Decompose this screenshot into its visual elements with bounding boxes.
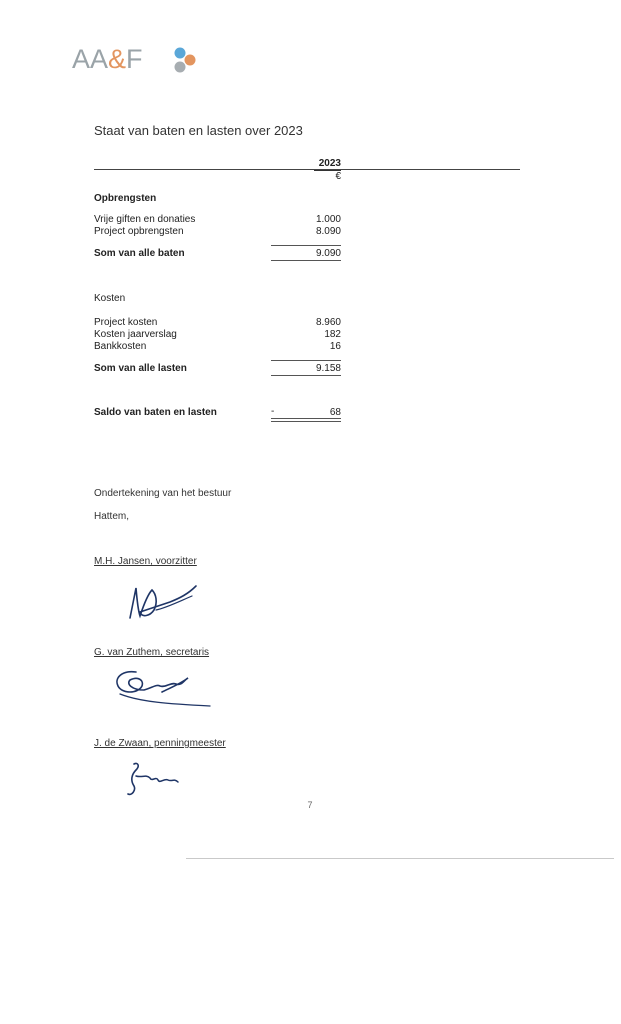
signer-name-chair: M.H. Jansen, voorzitter — [94, 556, 197, 567]
kosten-row-label: Bankkosten — [94, 341, 147, 352]
baten-sum-rule — [271, 245, 341, 246]
kosten-row-value: 182 — [324, 329, 341, 340]
signing-place: Hattem, — [94, 511, 130, 522]
footer-rule — [186, 858, 614, 859]
signature-secretary-image — [110, 664, 214, 710]
year-header: 2023 — [318, 158, 341, 169]
kosten-heading: Kosten — [94, 293, 126, 304]
saldo-value: 68 — [329, 407, 341, 418]
lasten-sum-rule — [271, 360, 341, 361]
kosten-row-value: 16 — [329, 341, 341, 352]
opbrengsten-row-value: 8.090 — [315, 226, 341, 237]
saldo-double-underline — [271, 421, 341, 422]
signature-treasurer-image — [124, 760, 184, 800]
baten-total-label: Som van alle baten — [94, 248, 185, 259]
logo-dots-icon — [172, 46, 198, 74]
lasten-total-underline — [271, 363, 341, 376]
signer-name-treasurer: J. de Zwaan, penningmeester — [94, 738, 226, 749]
currency-header: € — [335, 171, 341, 182]
signing-intro: Ondertekening van het bestuur — [94, 488, 232, 499]
kosten-row-label: Kosten jaarverslag — [94, 329, 177, 340]
signer-name-secretary: G. van Zuthem, secretaris — [94, 647, 210, 658]
baten-total-value: 9.090 — [315, 248, 341, 259]
saldo-underline — [271, 418, 341, 419]
saldo-label: Saldo van baten en lasten — [94, 407, 217, 418]
baten-total-underline — [271, 248, 341, 261]
logo-text-f: F — [126, 44, 143, 74]
signature-chair-image — [122, 580, 202, 622]
lasten-total-value: 9.158 — [315, 363, 341, 374]
kosten-row-value: 8.960 — [315, 317, 341, 328]
logo-text-aa: AA — [72, 44, 109, 74]
opbrengsten-row-label: Project opbrengsten — [94, 226, 184, 237]
saldo-sign: - — [271, 406, 275, 417]
lasten-total-label: Som van alle lasten — [94, 363, 187, 374]
header-rule — [94, 169, 520, 170]
kosten-row-label: Project kosten — [94, 317, 158, 328]
page-title: Staat van baten en lasten over 2023 — [94, 123, 303, 138]
page-number: 7 — [307, 800, 313, 810]
logo-wordmark — [72, 44, 143, 75]
logo-text-amp: & — [108, 44, 127, 74]
opbrengsten-row-label: Vrije giften en donaties — [94, 214, 196, 225]
opbrengsten-heading: Opbrengsten — [94, 193, 157, 204]
opbrengsten-row-value: 1.000 — [315, 214, 341, 225]
